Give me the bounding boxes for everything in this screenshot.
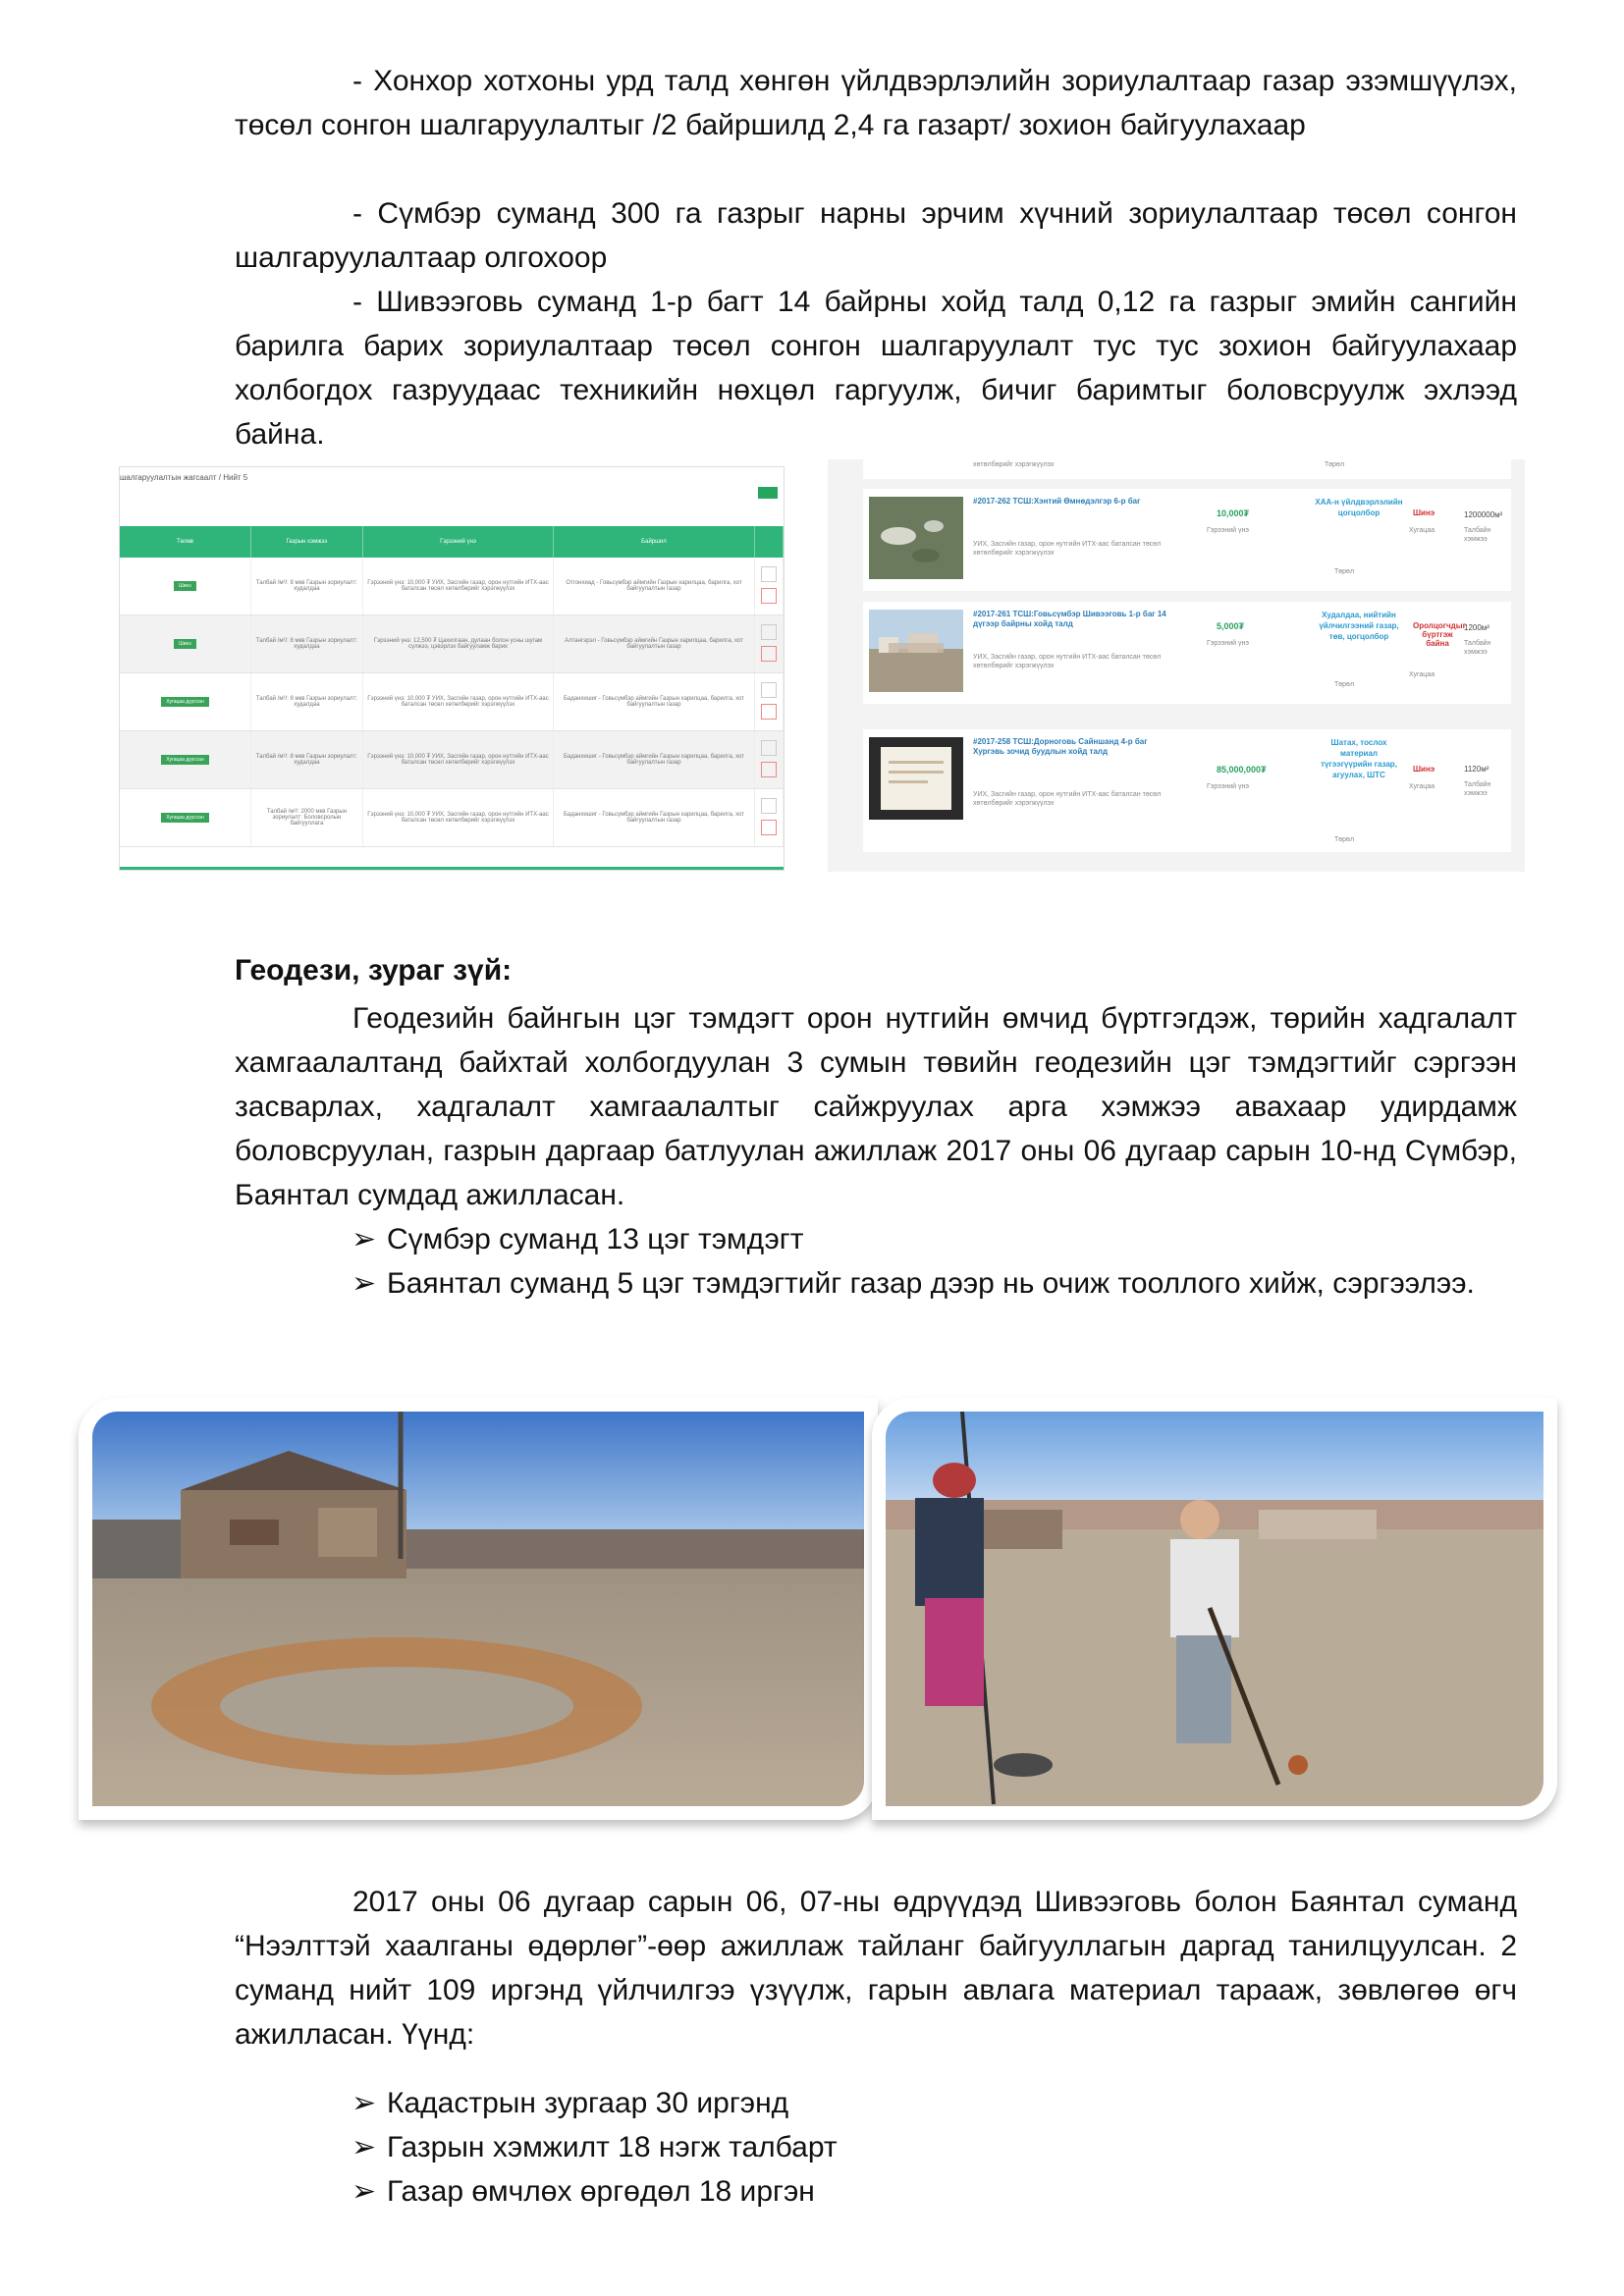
- status-badge: Хугацаа дууссан: [161, 697, 208, 707]
- listing-top-note: хөтөлбөрийг хэрэгжүүлэх: [973, 461, 1055, 468]
- table-cell: Гэрээний үнэ: 10,000 ₮ УИХ, Засгийн газар, орон нутгийн ИТХ-аас баталсан төсөл хөтөлбөрийг хэрэгжүүлэх: [362, 558, 553, 615]
- table-row: [120, 673, 784, 731]
- list-item: ➢ Баянтал суманд 5 цэг тэмдэгтийг газар дээр нь очиж тооллого хийж, сэргээлээ.: [235, 1261, 1517, 1306]
- listing-price: 85,000,000₮: [1217, 765, 1267, 774]
- table-cell: Талбай /м²/: 8 мкв Газрын зориулалт: худалдаа: [250, 673, 362, 731]
- status-badge: Хугацаа дууссан: [161, 813, 208, 823]
- listing-title: #2017-258 ТСШ:Дорноговь Сайншанд 4-р баг Хургэвь зочид буудлын хойд талд: [973, 737, 1148, 756]
- status-badge: Шинэ: [174, 639, 196, 649]
- listing-price: 10,000₮: [1217, 508, 1250, 518]
- arrow-bullet-icon: ➢: [352, 2131, 377, 2163]
- arrow-bullet-icon: ➢: [352, 1223, 377, 1255]
- delete-icon: [761, 762, 777, 777]
- table-cell: Талбай /м²/: 8 мкв Газрын зориулалт: худалдаа: [250, 615, 362, 673]
- listing-area: 1200000м²: [1464, 510, 1503, 519]
- price-label: Гэрээний үнэ: [1207, 783, 1249, 790]
- table-row: [120, 558, 784, 615]
- column-header: Байршил: [554, 526, 755, 558]
- listing-subtitle: УИХ, Засгийн газар, орон нутгийн ИТХ-аас баталсан төсөл хөтөлбөрийг хэрэгжүүлэх: [973, 654, 1162, 669]
- intro-item-3: - Шивээговь суманд 1-р багт 14 байрны хойд талд 0,12 га газрыг эмийн сангийн барилга барих зориулалтаар төсөл сонгон шалгаруулалт тус тус зохион байгуулахаар холбогдох газруудаас техникийн нөхцөл гаргуулж, бичиг баримтыг боловсруулж эхлээд байна.: [235, 286, 1517, 451]
- field-work-photo: [872, 1398, 1557, 1820]
- column-header: Төлөв: [120, 526, 250, 558]
- arrow-bullet-icon: ➢: [352, 2087, 377, 2119]
- town-photo-thumbnail: [869, 610, 963, 692]
- list-item: ➢ Газар өмчлөх өргөдөл 18 иргэн: [352, 2169, 815, 2214]
- certificate-thumbnail: [869, 737, 963, 820]
- status-label: Хугацаа: [1409, 527, 1435, 534]
- price-label: Гэрээний үнэ: [1207, 527, 1249, 534]
- listing-category: Шатах, тослох материал түгээгүүрийн газар, агуулах, ШТС: [1321, 738, 1397, 779]
- table-cell: Гэрээний үнэ: 12,500 ₮ Цахилгаан, дулаан болон усны шугам сүлжээ, цэвэрлэх байгууламж барих: [362, 615, 553, 673]
- status-label: Хугацаа: [1409, 671, 1435, 678]
- area-label: Талбайн хэмжээ: [1464, 640, 1491, 656]
- edit-icon: [761, 566, 777, 582]
- listing-area: 1120м²: [1464, 765, 1489, 774]
- listing-title: #2017-261 ТСШ:Говьсүмбэр Шивээговь 1-р баг 14 дүгээр байрны хойд талд: [973, 610, 1166, 628]
- geodetic-marker-photo: [79, 1398, 878, 1820]
- type-label: Төрөл: [1334, 568, 1355, 575]
- edit-icon: [761, 798, 777, 814]
- list-item: ➢ Кадастрын зургаар 30 иргэнд: [352, 2081, 788, 2125]
- listing-card: [863, 729, 1511, 852]
- table-cell: Талбай /м²/: 2000 мкв Газрын зориулалт: Боловсролын байгууллага: [250, 789, 362, 847]
- edit-icon: [761, 740, 777, 756]
- area-label: Талбайн хэмжээ: [1464, 527, 1491, 543]
- geodesy-paragraph: Геодезийн байнгын цэг тэмдэгт орон нутгийн өмчид бүртгэгдэж, төрийн хадгалалт хамгаалалтанд байхтай холбогдуулан 3 сумын төвийн геодезийн цэг тэмдэгтийг сэргээн засварлах, хадгалалт хамгаалалтыг сайжруулах арга хэмжээ авахаар удирдамж боловсруулан, газрын даргаар батлуулан ажиллаж 2017 оны 06 дугаар сарын 10-нд Сүмбэр, Баянтал сумдад ажилласан.: [235, 1002, 1517, 1211]
- edit-icon: [761, 682, 777, 698]
- table-cell: Гэрээний үнэ: 10,000 ₮ УИХ, Засгийн газар, орон нутгийн ИТХ-аас баталсан төсөл хөтөлбөрийг хэрэгжүүлэх: [362, 673, 553, 731]
- table-cell: Гэрээний үнэ: 10,000 ₮ УИХ, Засгийн газар, орон нутгийн ИТХ-аас баталсан төсөл хөтөлбөрийг хэрэгжүүлэх: [362, 789, 553, 847]
- listing-top-type: Төрөл: [1325, 461, 1345, 468]
- listing-subtitle: УИХ, Засгийн газар, орон нутгийн ИТХ-аас баталсан төсөл хөтөлбөрийг хэрэгжүүлэх: [973, 541, 1162, 557]
- listing-status: Шинэ: [1413, 765, 1435, 774]
- open-day-paragraph: 2017 оны 06 дугаар сарын 06, 07-ны өдрүүдэд Шивээговь болон Баянтал суманд “Нээлттэй хаалганы өдөрлөг”-өөр ажиллаж тайланг байгууллагын даргад танилцуулсан. 2 суманд нийт 109 иргэнд үйлчилгээ үзүүлж, гарын авлага материал тарааж, зөвлөгөө өгч ажилласан. Үүнд:: [235, 1886, 1517, 2051]
- status-badge: Хугацаа дууссан: [161, 755, 208, 765]
- listing-status: Шинэ: [1413, 508, 1435, 517]
- table-cell: Отгонхиад - Говьсүмбэр аймгийн Газрын харилцаа, барилга, хот байгуулалтын газар: [554, 558, 755, 615]
- listing-card: [863, 489, 1511, 591]
- satellite-map-thumbnail: [869, 497, 963, 579]
- listing-subtitle: УИХ, Засгийн газар, орон нутгийн ИТХ-аас баталсан төсөл хөтөлбөрийг хэрэгжүүлэх: [973, 791, 1162, 807]
- table-cell: Талбай /м²/: 8 мкв Газрын зориулалт: худалдаа: [250, 558, 362, 615]
- listing-category: Худалдаа, нийтийн үйлчилгээний газар, төв, цогцолбор: [1319, 611, 1399, 641]
- table-row: [120, 615, 784, 673]
- delete-icon: [761, 646, 777, 662]
- listing-title: #2017-262 ТСШ:Хэнтий Өмнөдэлгэр 6-р баг: [973, 497, 1141, 506]
- add-button: [758, 487, 778, 499]
- delete-icon: [761, 820, 777, 835]
- list-item: ➢ Газрын хэмжилт 18 нэгж талбарт: [352, 2125, 838, 2169]
- intro-item-2: - Сүмбэр суманд 300 га газрыг нарны эрчим хүчний зориулалтаар төсөл сонгон шалгаруулалтаар олгохоор: [235, 197, 1517, 274]
- intro-item-1: - Хонхор хотхоны урд талд хөнгөн үйлдвэрлэлийн зориулалтаар газар эзэмшүүлэх, төсөл сонгон шалгаруулалтыг /2 байршилд 2,4 га газарт/ зохион байгуулахаар: [235, 65, 1517, 141]
- listing-area: 1200м²: [1464, 623, 1489, 632]
- listing-price: 5,000₮: [1217, 621, 1245, 631]
- status-badge: Шинэ: [174, 581, 196, 591]
- breadcrumb: шалгаруулалтын жагсаалт / Нийт 5: [120, 473, 248, 482]
- edit-icon: [761, 624, 777, 640]
- selection-table: [120, 526, 784, 847]
- column-header: Гэрээний үнэ: [362, 526, 553, 558]
- table-cell: Баданхишиг - Говьсүмбэр аймгийн Газрын харилцаа, барилга, хот байгуулалтын газар: [554, 731, 755, 789]
- delete-icon: [761, 704, 777, 720]
- area-label: Талбайн хэмжээ: [1464, 781, 1491, 797]
- arrow-bullet-icon: ➢: [352, 2175, 377, 2208]
- listing-card: [863, 602, 1511, 704]
- list-item: ➢ Сүмбэр суманд 13 цэг тэмдэгт: [352, 1217, 803, 1261]
- price-label: Гэрээний үнэ: [1207, 640, 1249, 647]
- table-cell: Гэрээний үнэ: 10,000 ₮ УИХ, Засгийн газар, орон нутгийн ИТХ-аас баталсан төсөл хөтөлбөрийг хэрэгжүүлэх: [362, 731, 553, 789]
- delete-icon: [761, 588, 777, 604]
- table-cell: Талбай /м²/: 8 мкв Газрын зориулалт: худалдаа: [250, 731, 362, 789]
- table-cell: Баданхишиг - Говьсүмбэр аймгийн Газрын харилцаа, барилга, хот байгуулалтын газар: [554, 789, 755, 847]
- table-cell: Баданхишиг - Говьсүмбэр аймгийн Газрын харилцаа, барилга, хот байгуулалтын газар: [554, 673, 755, 731]
- arrow-bullet-icon: ➢: [352, 1267, 377, 1300]
- type-label: Төрөл: [1334, 681, 1355, 688]
- table-cell: Алтангэрэл - Говьсүмбэр аймгийн Газрын харилцаа, барилга, хот байгуулалтын газар: [554, 615, 755, 673]
- listing-status: Оролцогчдыг бүртгэж байна: [1413, 621, 1466, 648]
- table-row: [120, 731, 784, 789]
- listing-category: ХАА-н үйлдвэрлэлийн цогцолбор: [1315, 498, 1403, 517]
- admin-table-screenshot: [119, 466, 785, 871]
- status-label: Хугацаа: [1409, 783, 1435, 790]
- listing-screenshot: [828, 459, 1525, 872]
- column-header: Газрын хэмжээ: [250, 526, 362, 558]
- table-row: [120, 789, 784, 847]
- section-heading: Геодези, зураг зүй:: [235, 954, 513, 987]
- type-label: Төрөл: [1334, 836, 1355, 843]
